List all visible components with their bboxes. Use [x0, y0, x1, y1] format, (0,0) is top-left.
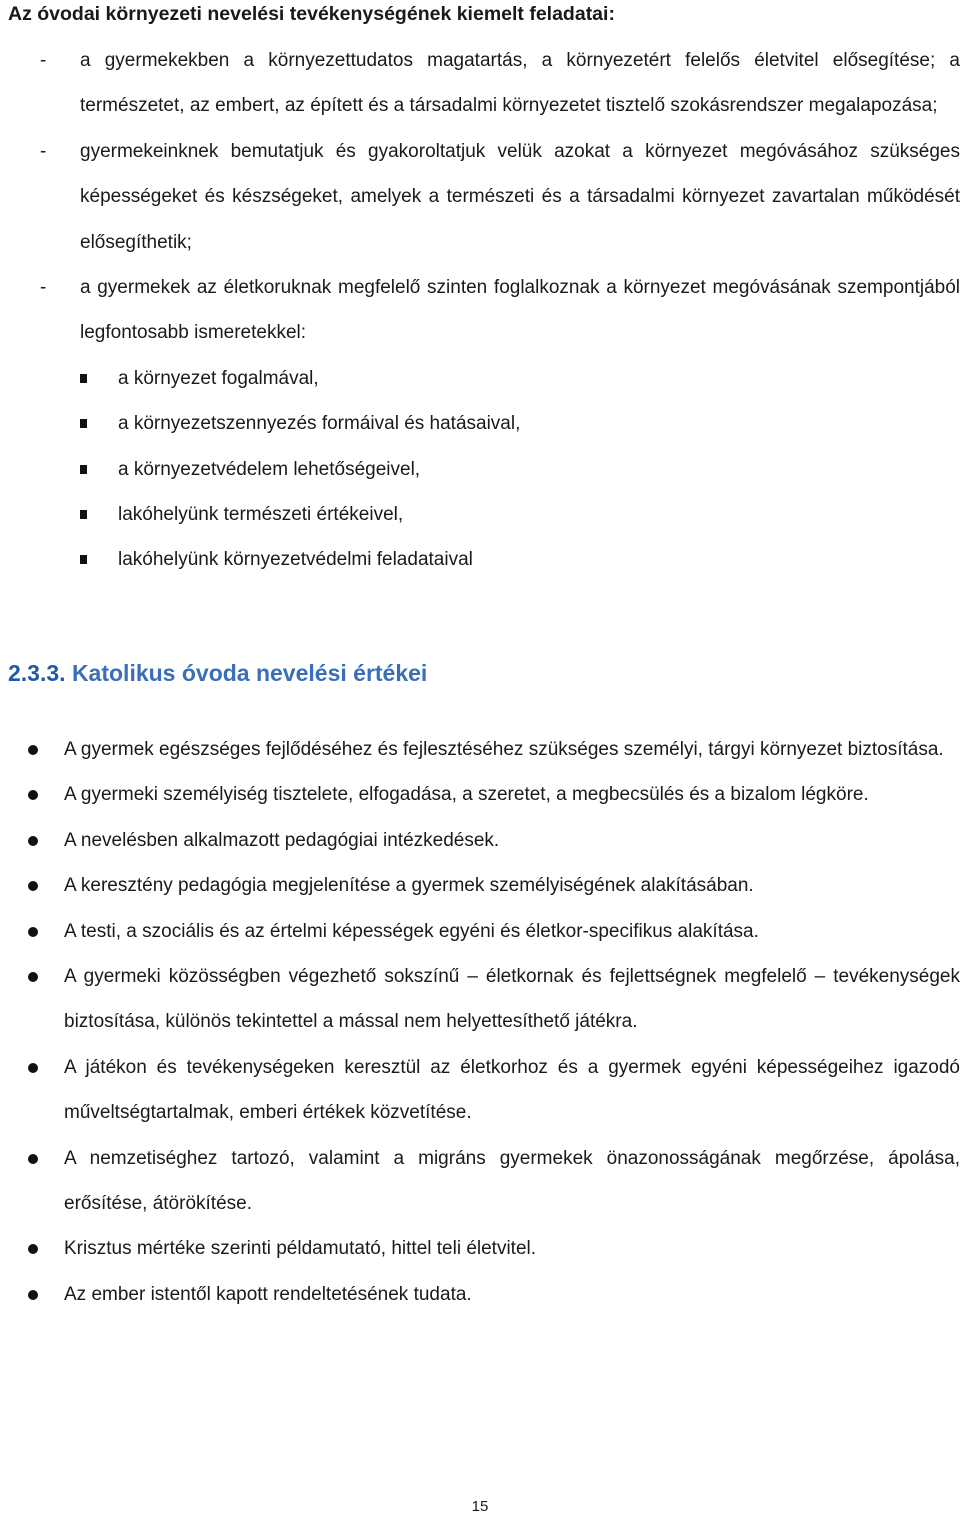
sub-list-item — [80, 537, 960, 582]
dash-list-item — [40, 265, 960, 583]
bullet-item-text: A testi, a szociális és az értelmi képességek egyéni és életkor-specifikus alakítása. — [64, 920, 759, 942]
bullet-list-item — [24, 1226, 960, 1271]
round-bullet-icon — [28, 927, 38, 937]
square-bullet-icon — [80, 555, 87, 564]
square-bullet-icon — [80, 465, 87, 474]
round-bullet-icon — [28, 1244, 38, 1254]
dash-marker: - — [40, 50, 47, 71]
bullet-list — [24, 727, 960, 1317]
round-bullet-icon — [28, 881, 38, 891]
bullet-item-text: A nemzetiséghez tartozó, valamint a migráns gyermekek önazonosságának megőrzése, ápolása, erősítése, átörökítése. — [64, 1147, 960, 1215]
dash-item-text: a gyermekek az életkoruknak megfelelő szinten foglalkoznak a környezet megóvásának szempontjából legfontosabb ismeretekkel: — [80, 277, 960, 344]
bullet-list-item — [24, 772, 960, 817]
bullet-item-text: A gyermeki személyiség tisztelete, elfogadása, a szeretet, a megbecsülés és a bizalom légköre. — [64, 784, 869, 806]
bullet-item-text: A nevelésben alkalmazott pedagógiai intézkedések. — [64, 829, 500, 851]
bullet-list-item — [24, 1136, 960, 1227]
bullet-item-text: A játékon és tevékenységeken keresztül az életkorhoz és a gyermek egyéni képességeihez igazodó műveltségtartalmak, emberi értékek közvetítése. — [64, 1056, 960, 1124]
sub-item-text: a környezetvédelem lehetőségeivel, — [118, 458, 421, 480]
sub-item-text: a környezet fogalmával, — [118, 367, 319, 389]
dash-list-item — [40, 129, 960, 265]
round-bullet-icon — [28, 1290, 38, 1300]
dash-list-item — [40, 38, 960, 129]
sub-list-item — [80, 447, 960, 492]
bullet-item-text: A gyermeki közösségben végezhető sokszínű – életkornak és fejlettségnek megfelelő – tevékenységek biztosítása, különös tekintettel a mással nem helyettesíthető játékra. — [64, 966, 960, 1033]
section-title: Katolikus óvoda nevelési értékei — [71, 660, 428, 686]
section-heading — [8, 658, 427, 688]
dash-marker: - — [40, 140, 47, 162]
bullet-item-text: Az ember istentől kapott rendeltetésének tudata. — [64, 1283, 472, 1305]
section-number: 2.3.3. — [8, 660, 66, 686]
sub-item-text: lakóhelyünk természeti értékeivel, — [118, 504, 404, 526]
sub-list — [80, 356, 960, 583]
square-bullet-icon — [80, 374, 87, 383]
dash-item-text: gyermekeinknek bemutatjuk és gyakoroltatjuk velük azokat a környezet megóvásához szükséges képességeket és készségeket, amelyek a természeti és a társadalmi környezet zavartalan működését elősegíthetik; — [80, 140, 960, 253]
square-bullet-icon — [80, 419, 87, 428]
round-bullet-icon — [28, 745, 38, 755]
sub-list-item — [80, 492, 960, 537]
bullet-list-item — [24, 727, 960, 772]
sub-item-text: lakóhelyünk környezetvédelmi feladataival — [118, 549, 473, 571]
sub-list-item — [80, 401, 960, 446]
sub-item-text: a környezetszennyezés formáival és hatásaival, — [118, 413, 521, 435]
round-bullet-icon — [28, 836, 38, 846]
bullet-item-text: A gyermek egészséges fejlődéséhez és fejlesztéséhez szükséges személyi, tárgyi környezet biztosítása. — [64, 739, 944, 760]
bullet-item-text: A keresztény pedagógia megjelenítése a gyermek személyiségének alakításában. — [64, 875, 754, 897]
bullet-list-item — [24, 818, 960, 863]
round-bullet-icon — [28, 790, 38, 800]
page-number: 15 — [471, 1498, 489, 1515]
bullet-list-item — [24, 954, 960, 1045]
dash-marker: - — [40, 277, 47, 299]
bullet-list-item — [24, 909, 960, 954]
bullet-list-item — [24, 1045, 960, 1136]
dash-list — [40, 38, 960, 583]
round-bullet-icon — [28, 1063, 38, 1073]
round-bullet-icon — [28, 972, 38, 982]
bullet-list-item — [24, 863, 960, 908]
bullet-list-item — [24, 1272, 960, 1317]
dash-item-text: a gyermekekben a környezettudatos magatartás, a környezetért felelős életvitel elősegítése; a természetet, az embert, az épített és a társadalmi környezetet tisztelő szokásrendszer megalapozása; — [80, 50, 960, 117]
bullet-item-text: Krisztus mértéke szerinti példamutató, hittel teli életvitel. — [64, 1238, 537, 1260]
list-heading: Az óvodai környezeti nevelési tevékenységének kiemelt feladatai: — [8, 3, 615, 25]
square-bullet-icon — [80, 510, 87, 519]
sub-list-item — [80, 356, 960, 401]
round-bullet-icon — [28, 1154, 38, 1164]
